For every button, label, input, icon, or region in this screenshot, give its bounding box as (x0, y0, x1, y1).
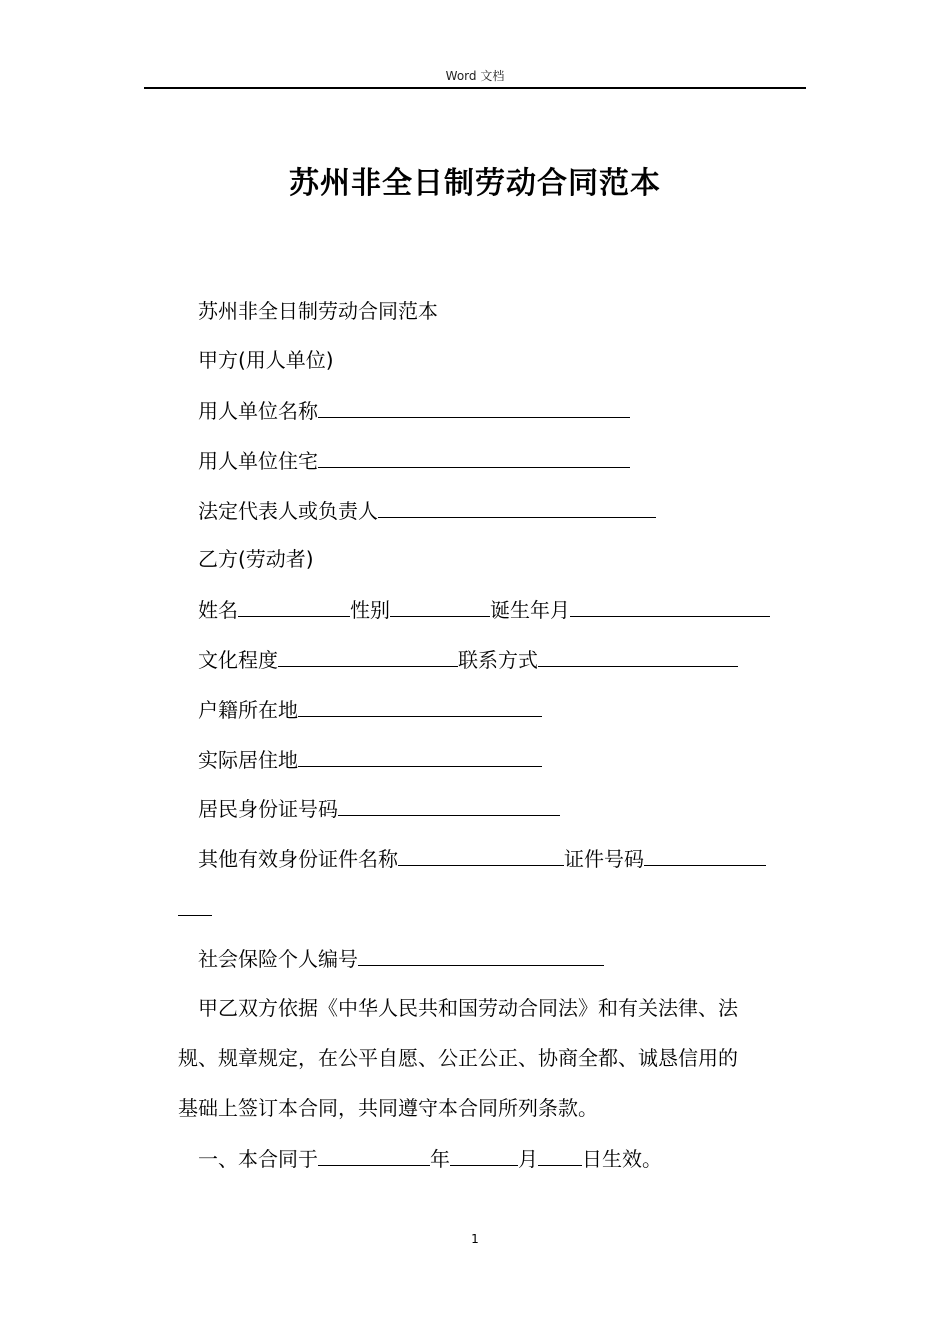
residence-label: 实际居住地 (198, 748, 298, 772)
year-label: 年 (430, 1147, 450, 1171)
other-id-blank (398, 845, 564, 866)
employer-address-label: 用人单位住宅 (198, 449, 318, 473)
employer-name-label: 用人单位名称 (198, 399, 318, 423)
contact-label: 联系方式 (458, 648, 538, 672)
month-label: 月 (518, 1147, 538, 1171)
household-label: 户籍所在地 (198, 698, 298, 722)
year-blank (318, 1145, 430, 1166)
household-blank (298, 696, 542, 717)
document-title: 苏州非全日制劳动合同范本 (289, 166, 661, 201)
clause-1-line (198, 1145, 662, 1172)
party-b-heading (198, 546, 314, 572)
other-id-line (198, 845, 766, 872)
education-contact-line (198, 646, 738, 673)
education-blank (278, 646, 458, 667)
id-number-label: 居民身份证号码 (198, 797, 338, 821)
legal-rep-line (198, 497, 656, 524)
page-header: Word 文档 (445, 69, 505, 83)
household-line (198, 696, 542, 723)
effective-label: 日生效。 (582, 1147, 662, 1171)
education-label: 文化程度 (198, 648, 278, 672)
name-blank (238, 596, 350, 617)
paragraph-line-3: 基础上签订本合同，共同遵守本合同所列条款。 (178, 1096, 598, 1120)
birth-blank (570, 596, 770, 617)
other-id-label: 其他有效身份证件名称 (198, 847, 398, 871)
employer-address-line (198, 447, 630, 474)
gender-blank (390, 596, 490, 617)
social-security-blank (358, 945, 604, 966)
legal-rep-blank (378, 497, 656, 518)
day-blank (538, 1145, 582, 1166)
employer-address-blank (318, 447, 630, 468)
id-doc-number-blank (644, 845, 766, 866)
page-number: 1 (471, 1232, 479, 1246)
intro-title (198, 298, 438, 324)
social-security-line (198, 945, 604, 972)
id-doc-number-label: 证件号码 (564, 847, 644, 871)
paragraph-line-1: 甲乙双方依据《中华人民共和国劳动合同法》和有关法律、法 (198, 996, 738, 1020)
employer-name-line (198, 397, 630, 424)
personal-info-line (198, 596, 770, 623)
clause-1-prefix: 一、本合同于 (198, 1147, 318, 1171)
party-a-heading (198, 347, 334, 373)
party-b-text: 乙方(劳动者) (198, 547, 314, 571)
legal-rep-label: 法定代表人或负责人 (198, 499, 378, 523)
birth-label: 诞生年月 (490, 598, 570, 622)
id-number-blank (338, 795, 560, 816)
header-rule (144, 87, 806, 89)
other-id-line-continued (178, 895, 212, 922)
intro-title-text: 苏州非全日制劳动合同范本 (198, 299, 438, 323)
residence-line (198, 746, 542, 773)
employer-name-blank (318, 397, 630, 418)
social-security-label: 社会保险个人编号 (198, 947, 358, 971)
name-label: 姓名 (198, 598, 238, 622)
id-number-line (198, 795, 560, 822)
contact-blank (538, 646, 738, 667)
gender-label: 性别 (350, 598, 390, 622)
id-doc-number-blank-continued (178, 895, 212, 916)
month-blank (450, 1145, 518, 1166)
paragraph-line-2: 规、规章规定，在公平自愿、公正公正、协商全都、诚恳信用的 (178, 1046, 738, 1070)
residence-blank (298, 746, 542, 767)
party-a-text: 甲方(用人单位) (198, 348, 334, 372)
